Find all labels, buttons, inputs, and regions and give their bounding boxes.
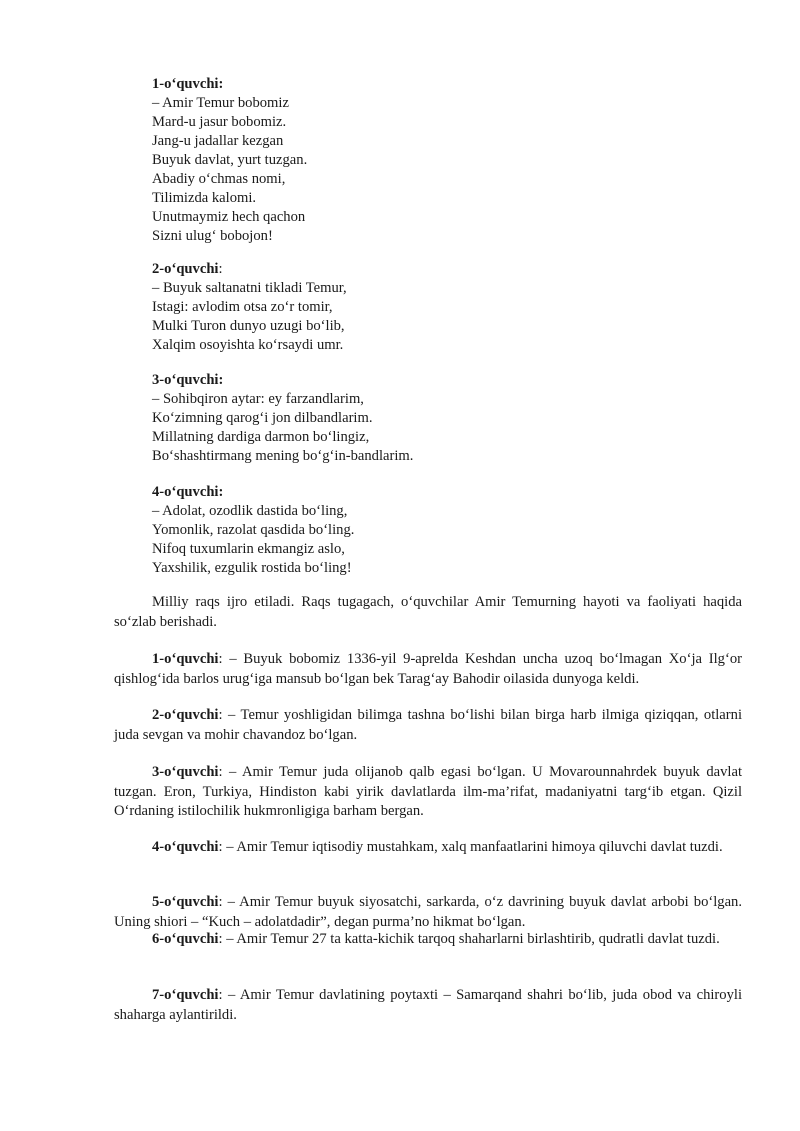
dialogue-paragraph bbox=[114, 706, 742, 745]
intro-paragraph: Milliy raqs ijro etiladi. Raqs tugagach, o‘quvchilar Amir Temurning hayoti va faoliyati haqida so‘zlab berishadi. bbox=[114, 594, 742, 630]
dialogue-paragraph bbox=[114, 986, 742, 1025]
dialogue-text: : – Amir Temur iqtisodiy mustahkam, xalq manfaatlarini himoya qiluvchi davlat tuzdi. bbox=[218, 839, 723, 855]
dialogue-paragraph bbox=[114, 650, 742, 689]
poem-line: Istagi: avlodim otsa zo‘r tomir, bbox=[152, 299, 333, 315]
poem-line: Unutmaymiz hech qachon bbox=[152, 209, 306, 225]
stanza-speaker bbox=[152, 371, 672, 390]
poem-line: Bo‘shashtirmang mening bo‘g‘in-bandlarim. bbox=[152, 448, 414, 464]
dialogue-text: : – Buyuk bobomiz 1336-yil 9-aprelda Keshdan uncha uzoq bo‘lmagan Xo‘ja Ilg‘or qishlog‘ida barlos urug‘iga mansub bo‘lgan bek Tarag‘ay Bahodir oilasida dunyoga keldi. bbox=[114, 651, 742, 687]
speaker-name: 2-o‘quvchi bbox=[152, 261, 219, 277]
poem-line: – Amir Temur bobomiz bbox=[152, 95, 289, 111]
poem-line: – Sohibqiron aytar: ey farzandlarim, bbox=[152, 391, 364, 407]
speaker-name: 3-o‘quvchi bbox=[152, 764, 219, 780]
speaker-name: 7-o‘quvchi bbox=[152, 987, 219, 1003]
dialogue-paragraph bbox=[114, 838, 742, 858]
poem-line: Sizni ulug‘ bobojon! bbox=[152, 228, 273, 244]
speaker-name: 2-o‘quvchi bbox=[152, 707, 219, 723]
stanza-speaker bbox=[152, 75, 672, 94]
speaker-name: 1-o‘quvchi: bbox=[152, 76, 224, 92]
dialogue-paragraph bbox=[114, 893, 742, 932]
poem-stanza-3 bbox=[152, 371, 672, 466]
poem-line: Jang-u jadallar kezgan bbox=[152, 133, 284, 149]
dialogue-text: : – Amir Temur buyuk siyosatchi, sarkarda, o‘z davrining buyuk davlat arbobi bo‘lgan. Uning shiori – “Kuch – adolatdadir”, degan purma’no hikmat bo‘lgan. bbox=[114, 894, 742, 930]
speaker-name: 1-o‘quvchi bbox=[152, 651, 219, 667]
dialogue-text: : – Amir Temur juda olijanob qalb egasi bo‘lgan. U Movarounnahrdek buyuk davlat tuzgan. Eron, Turkiya, Hindiston kabi yirik davlatlarda ilm-ma’rifat, madaniyatni targ‘ib etgan. Qizil O‘rdaning istilochilik hukmronligiga barham bergan. bbox=[114, 764, 742, 819]
speaker-name: 4-o‘quvchi bbox=[152, 839, 219, 855]
poem-line: Nifoq tuxumlarin ekmangiz aslo, bbox=[152, 541, 345, 557]
stanza-speaker bbox=[152, 260, 672, 279]
dialogue-text: : – Amir Temur 27 ta katta-kichik tarqoq shaharlarni birlashtirib, qudratli davlat tuzdi. bbox=[218, 931, 720, 947]
poem-line: Mard-u jasur bobomiz. bbox=[152, 114, 287, 130]
stanza-speaker bbox=[152, 483, 672, 502]
dialogue-paragraph bbox=[114, 930, 742, 950]
poem-line: Xalqim osoyishta ko‘rsaydi umr. bbox=[152, 337, 344, 353]
dialogue-text: : – Amir Temur davlatining poytaxti – Samarqand shahri bo‘lib, juda obod va chiroyli shaharga aylantirildi. bbox=[114, 987, 742, 1023]
poem-line: Yomonlik, razolat qasdida bo‘ling. bbox=[152, 522, 355, 538]
poem-line: Buyuk davlat, yurt tuzgan. bbox=[152, 152, 308, 168]
poem-line: Ko‘zimning qarog‘i jon dilbandlarim. bbox=[152, 410, 373, 426]
speaker-suffix: : bbox=[218, 261, 223, 277]
poem-stanza-4 bbox=[152, 483, 672, 578]
poem-line: Millatning dardiga darmon bo‘lingiz, bbox=[152, 429, 370, 445]
poem-line: Tilimizda kalomi. bbox=[152, 190, 257, 206]
poem-line: – Buyuk saltanatni tikladi Temur, bbox=[152, 280, 347, 296]
speaker-name: 3-o‘quvchi: bbox=[152, 372, 224, 388]
poem-line: Mulki Turon dunyo uzugi bo‘lib, bbox=[152, 318, 345, 334]
dialogue-paragraph bbox=[114, 763, 742, 822]
speaker-name: 4-o‘quvchi: bbox=[152, 484, 224, 500]
poem-line: Abadiy o‘chmas nomi, bbox=[152, 171, 286, 187]
speaker-name: 6-o‘quvchi bbox=[152, 931, 219, 947]
speaker-name: 5-o‘quvchi bbox=[152, 894, 219, 910]
poem-line: – Adolat, ozodlik dastida bo‘ling, bbox=[152, 503, 348, 519]
poem-stanza-2 bbox=[152, 260, 672, 355]
dialogue-text: : – Temur yoshligidan bilimga tashna bo‘lishi bilan birga harb ilmiga qiziqqan, otlarni juda sevgan va mohir chavandoz bo‘lgan. bbox=[114, 707, 742, 743]
poem-line: Yaxshilik, ezgulik rostida bo‘ling! bbox=[152, 560, 352, 576]
poem-stanza-1 bbox=[152, 75, 672, 246]
